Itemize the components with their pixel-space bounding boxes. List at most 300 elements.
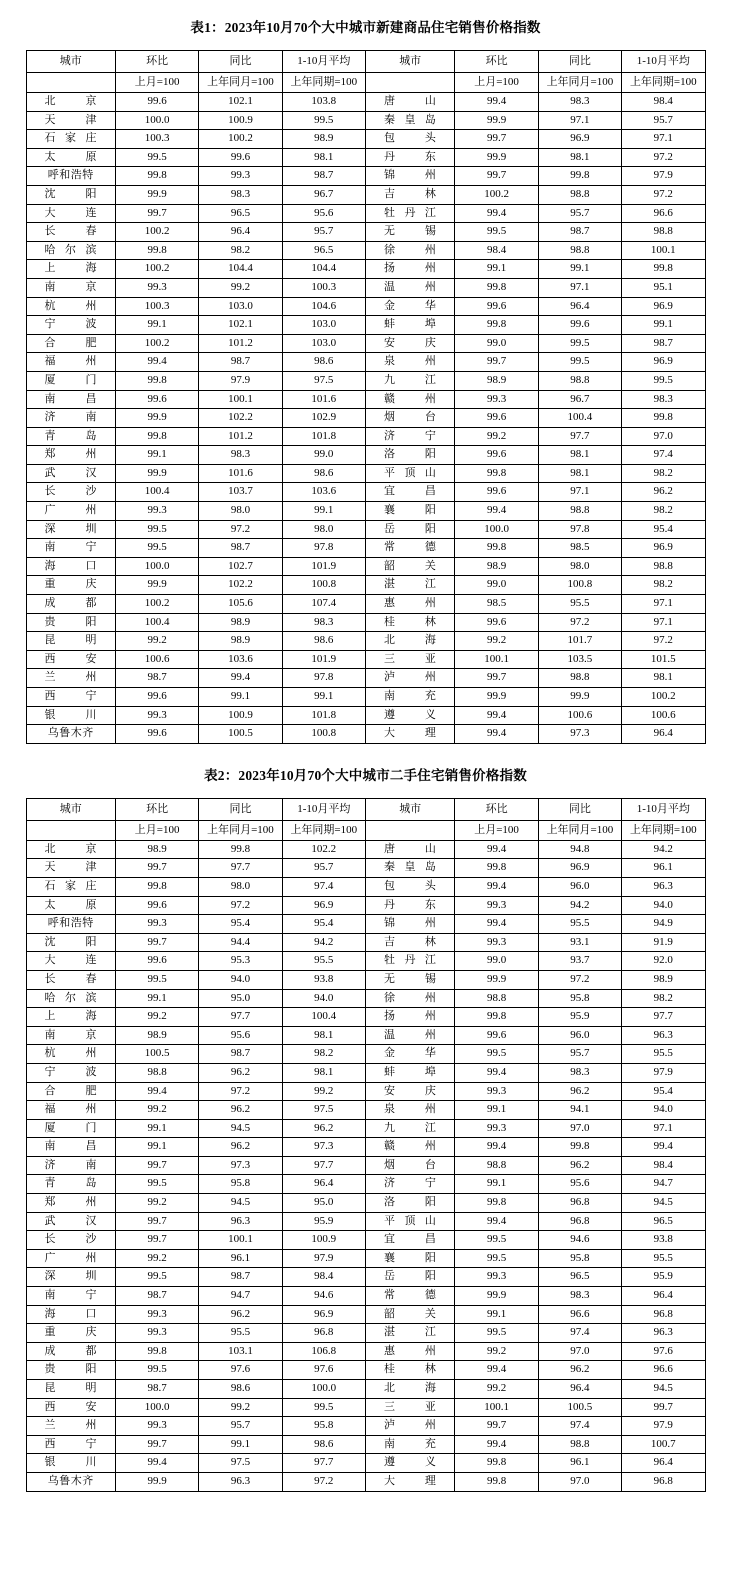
value-avg: 100.2 [622,688,705,707]
value-yoy: 98.3 [538,1063,621,1082]
value-mom: 98.8 [115,1063,198,1082]
table-2-title: 表2：2023年10月70个大中城市二手住宅销售价格指数 [204,767,527,783]
city-name-cell: 安 庆 [365,334,454,353]
value-mom: 99.9 [455,970,538,989]
value-avg: 96.6 [622,1361,705,1380]
table-row [26,576,705,595]
city-name-cell: 襄 阳 [365,1249,454,1268]
value-avg: 96.1 [622,859,705,878]
city-name-cell: 唐 山 [365,93,454,112]
value-mom: 99.7 [115,933,198,952]
value-yoy: 98.1 [538,446,621,465]
value-yoy: 98.3 [538,93,621,112]
value-avg: 98.9 [282,130,365,149]
value-avg: 99.1 [622,316,705,335]
city-name-cell: 赣 州 [365,1138,454,1157]
value-mom: 99.8 [455,1194,538,1213]
value-yoy: 100.2 [199,130,282,149]
value-mom: 99.1 [115,1138,198,1157]
value-avg: 99.2 [282,1082,365,1101]
header-mom-base: 上月=100 [115,820,198,840]
value-avg: 95.4 [622,520,705,539]
value-mom: 99.8 [115,167,198,186]
value-avg: 97.6 [282,1361,365,1380]
value-avg: 98.9 [622,970,705,989]
value-mom: 99.8 [455,1454,538,1473]
value-avg: 97.9 [622,1063,705,1082]
value-yoy: 96.2 [199,1138,282,1157]
value-yoy: 99.5 [538,353,621,372]
city-name-cell: 桂 林 [365,613,454,632]
value-yoy: 95.8 [199,1175,282,1194]
value-yoy: 101.2 [199,334,282,353]
value-mom: 98.9 [455,557,538,576]
city-name-cell: 合 肥 [26,334,115,353]
city-name-cell: 无 锡 [365,223,454,242]
value-mom: 99.9 [115,409,198,428]
value-yoy: 99.8 [538,1138,621,1157]
header-city-blank [365,73,454,93]
value-yoy: 94.4 [199,933,282,952]
value-yoy: 98.1 [538,148,621,167]
value-avg: 97.7 [622,1008,705,1027]
value-yoy: 99.1 [199,1435,282,1454]
value-mom: 98.9 [455,371,538,390]
table-header-row-sub [26,820,705,840]
city-name-cell: 海 口 [26,1305,115,1324]
table-row [26,970,705,989]
table-row [26,1008,705,1027]
value-avg: 94.2 [282,933,365,952]
value-avg: 97.2 [622,632,705,651]
value-mom: 99.7 [455,1417,538,1436]
value-mom: 100.4 [115,483,198,502]
table-row [26,840,705,859]
city-name-cell: 温 州 [365,278,454,297]
value-mom: 99.6 [115,952,198,971]
value-mom: 99.8 [455,278,538,297]
value-yoy: 98.7 [538,223,621,242]
value-mom: 100.2 [115,595,198,614]
value-mom: 99.9 [455,688,538,707]
value-mom: 99.4 [455,877,538,896]
value-avg: 96.6 [622,204,705,223]
value-mom: 100.1 [455,650,538,669]
city-name-cell: 长 春 [26,223,115,242]
city-name-cell: 厦 门 [26,1119,115,1138]
header-mom-base: 上月=100 [455,73,538,93]
value-yoy: 104.4 [199,260,282,279]
header-city-blank [26,73,115,93]
header-mom: 环比 [455,51,538,73]
value-avg: 97.9 [622,1417,705,1436]
value-avg: 95.4 [622,1082,705,1101]
value-yoy: 98.1 [538,464,621,483]
value-mom: 99.3 [115,502,198,521]
city-name-cell: 襄 阳 [365,502,454,521]
value-avg: 97.5 [282,1101,365,1120]
value-avg: 96.8 [622,1305,705,1324]
value-avg: 98.7 [282,167,365,186]
value-avg: 106.8 [282,1342,365,1361]
value-mom: 99.2 [455,1342,538,1361]
value-avg: 95.0 [282,1194,365,1213]
table-row [26,1249,705,1268]
table-row [26,539,705,558]
value-mom: 99.3 [455,1082,538,1101]
header-avg: 1-10月平均 [282,798,365,820]
table-header-row-main [26,51,705,73]
value-mom: 99.5 [115,1361,198,1380]
city-name-cell: 韶 关 [365,557,454,576]
value-yoy: 94.8 [538,840,621,859]
table-row [26,371,705,390]
city-name-cell: 蚌 埠 [365,316,454,335]
city-name-cell: 平 顶 山 [365,464,454,483]
city-name-cell: 西 宁 [26,688,115,707]
value-avg: 100.8 [282,725,365,744]
city-name-cell: 三 亚 [365,1398,454,1417]
city-name-cell: 杭 州 [26,297,115,316]
table-row [26,1101,705,1120]
city-name-cell: 包 头 [365,130,454,149]
value-yoy: 99.3 [199,167,282,186]
value-mom: 99.6 [115,896,198,915]
header-avg: 1-10月平均 [622,798,705,820]
value-yoy: 105.6 [199,595,282,614]
city-name-cell: 海 口 [26,557,115,576]
value-yoy: 97.2 [538,613,621,632]
value-yoy: 99.8 [199,840,282,859]
city-name-cell: 南 充 [365,688,454,707]
value-mom: 99.8 [455,1008,538,1027]
value-yoy: 96.4 [538,1380,621,1399]
value-mom: 99.9 [115,464,198,483]
table-row [26,483,705,502]
value-mom: 99.8 [455,316,538,335]
value-yoy: 99.2 [199,278,282,297]
value-avg: 103.0 [282,316,365,335]
city-name-cell: 惠 州 [365,595,454,614]
city-name-cell: 杭 州 [26,1045,115,1064]
value-avg: 98.6 [282,632,365,651]
value-yoy: 93.1 [538,933,621,952]
value-mom: 99.8 [115,241,198,260]
value-mom: 99.6 [455,1026,538,1045]
value-yoy: 96.4 [199,223,282,242]
value-avg: 98.1 [282,148,365,167]
value-avg: 97.1 [622,595,705,614]
value-mom: 99.8 [115,1342,198,1361]
city-name-cell: 乌鲁木齐 [26,1472,115,1491]
value-avg: 95.8 [282,1417,365,1436]
value-avg: 96.9 [622,353,705,372]
value-mom: 99.7 [115,1435,198,1454]
city-name-cell: 北 海 [365,632,454,651]
value-yoy: 98.7 [199,353,282,372]
value-avg: 104.4 [282,260,365,279]
city-name-cell: 大 理 [365,725,454,744]
header-avg: 1-10月平均 [622,51,705,73]
table-row [26,989,705,1008]
value-avg: 94.0 [282,989,365,1008]
city-name-cell: 遵 义 [365,706,454,725]
value-mom: 99.6 [455,446,538,465]
value-avg: 100.1 [622,241,705,260]
value-mom: 99.3 [455,390,538,409]
value-avg: 99.7 [622,1398,705,1417]
value-mom: 98.5 [455,595,538,614]
value-mom: 99.9 [115,185,198,204]
value-yoy: 97.5 [199,1454,282,1473]
value-yoy: 103.6 [199,650,282,669]
value-mom: 100.4 [115,613,198,632]
header-city-blank [365,820,454,840]
value-mom: 99.4 [115,1082,198,1101]
table-1-title: 表1：2023年10月70个大中城市新建商品住宅销售价格指数 [190,20,541,35]
city-name-cell: 泸 州 [365,1417,454,1436]
value-avg: 98.1 [282,1026,365,1045]
value-avg: 98.1 [622,669,705,688]
value-yoy: 103.1 [199,1342,282,1361]
header-mom: 环比 [115,798,198,820]
city-name-cell: 泸 州 [365,669,454,688]
city-name-cell: 金 华 [365,297,454,316]
table-row [26,1231,705,1250]
city-name-cell: 银 川 [26,1454,115,1473]
value-mom: 99.4 [455,840,538,859]
value-yoy: 99.5 [538,334,621,353]
value-mom: 99.3 [455,1268,538,1287]
value-yoy: 98.8 [538,371,621,390]
value-avg: 100.4 [282,1008,365,1027]
value-avg: 100.7 [622,1435,705,1454]
value-yoy: 99.8 [538,167,621,186]
value-yoy: 100.8 [538,576,621,595]
table-row [26,316,705,335]
table-row [26,650,705,669]
value-yoy: 98.8 [538,241,621,260]
table-row [26,952,705,971]
header-yoy: 同比 [538,51,621,73]
value-avg: 95.5 [282,952,365,971]
city-name-cell: 长 沙 [26,483,115,502]
table-header-row-sub [26,73,705,93]
city-name-cell: 广 州 [26,1249,115,1268]
value-mom: 99.6 [115,390,198,409]
city-name-cell: 太 原 [26,148,115,167]
value-mom: 99.3 [455,896,538,915]
value-yoy: 98.0 [199,502,282,521]
value-mom: 99.4 [455,204,538,223]
value-yoy: 96.6 [538,1305,621,1324]
city-name-cell: 南 充 [365,1435,454,1454]
value-mom: 99.6 [115,93,198,112]
header-city-blank [26,820,115,840]
value-yoy: 99.2 [199,1398,282,1417]
value-yoy: 95.3 [199,952,282,971]
value-mom: 99.8 [455,464,538,483]
value-mom: 98.7 [115,1287,198,1306]
city-name-cell: 南 京 [26,1026,115,1045]
table-row [26,933,705,952]
value-avg: 99.5 [622,371,705,390]
table-row [26,204,705,223]
value-mom: 99.4 [455,502,538,521]
value-yoy: 100.9 [199,111,282,130]
value-mom: 99.5 [115,970,198,989]
city-name-cell: 沈 阳 [26,933,115,952]
value-yoy: 97.2 [538,970,621,989]
value-avg: 99.1 [282,502,365,521]
city-name-cell: 长 沙 [26,1231,115,1250]
value-avg: 98.3 [282,613,365,632]
value-avg: 92.0 [622,952,705,971]
value-mom: 99.5 [455,1045,538,1064]
value-mom: 99.4 [455,93,538,112]
value-avg: 100.9 [282,1231,365,1250]
value-mom: 98.9 [115,1026,198,1045]
value-mom: 100.0 [455,520,538,539]
city-name-cell: 石 家 庄 [26,130,115,149]
table-row [26,185,705,204]
table-row [26,241,705,260]
value-mom: 99.7 [455,130,538,149]
value-mom: 99.3 [115,1324,198,1343]
header-yoy-base: 上年同月=100 [538,820,621,840]
value-avg: 98.8 [622,557,705,576]
value-avg: 97.4 [282,877,365,896]
city-name-cell: 南 昌 [26,390,115,409]
value-avg: 97.0 [622,427,705,446]
city-name-cell: 湛 江 [365,1324,454,1343]
value-avg: 97.8 [282,669,365,688]
value-avg: 101.5 [622,650,705,669]
value-mom: 99.2 [115,1249,198,1268]
value-yoy: 98.2 [199,241,282,260]
value-yoy: 99.6 [538,316,621,335]
value-yoy: 100.4 [538,409,621,428]
value-avg: 94.5 [622,1380,705,1399]
value-yoy: 97.1 [538,483,621,502]
value-yoy: 94.5 [199,1119,282,1138]
value-avg: 94.6 [282,1287,365,1306]
value-mom: 99.2 [455,1380,538,1399]
city-name-cell: 乌鲁木齐 [26,725,115,744]
value-avg: 100.6 [622,706,705,725]
value-avg: 96.3 [622,1026,705,1045]
city-name-cell: 平 顶 山 [365,1212,454,1231]
value-avg: 97.9 [282,1249,365,1268]
table-row [26,520,705,539]
city-name-cell: 锦 州 [365,167,454,186]
value-yoy: 101.7 [538,632,621,651]
value-avg: 100.0 [282,1380,365,1399]
value-avg: 96.8 [282,1324,365,1343]
city-name-cell: 徐 州 [365,241,454,260]
value-avg: 96.8 [622,1472,705,1491]
table-row [26,1454,705,1473]
value-yoy: 97.7 [199,1008,282,1027]
table-row [26,278,705,297]
value-mom: 100.2 [455,185,538,204]
value-yoy: 95.5 [538,915,621,934]
table-row [26,409,705,428]
city-name-cell: 呼和浩特 [26,915,115,934]
city-name-cell: 青 岛 [26,1175,115,1194]
value-mom: 99.7 [115,859,198,878]
table-row [26,93,705,112]
value-avg: 98.6 [282,353,365,372]
city-name-cell: 济 宁 [365,427,454,446]
value-yoy: 95.7 [199,1417,282,1436]
value-yoy: 96.2 [199,1101,282,1120]
city-name-cell: 北 海 [365,1380,454,1399]
value-avg: 98.7 [622,334,705,353]
city-name-cell: 南 宁 [26,1287,115,1306]
city-name-cell: 赣 州 [365,390,454,409]
value-yoy: 100.5 [538,1398,621,1417]
table-row [26,223,705,242]
table-row [26,915,705,934]
value-yoy: 96.1 [199,1249,282,1268]
value-mom: 100.2 [115,223,198,242]
value-avg: 103.8 [282,93,365,112]
city-name-cell: 武 汉 [26,1212,115,1231]
value-avg: 99.4 [622,1138,705,1157]
value-avg: 96.7 [282,185,365,204]
value-yoy: 100.6 [538,706,621,725]
value-mom: 99.4 [115,353,198,372]
value-yoy: 100.5 [199,725,282,744]
value-mom: 100.0 [115,557,198,576]
value-yoy: 102.2 [199,409,282,428]
value-avg: 103.0 [282,334,365,353]
value-avg: 97.1 [622,613,705,632]
value-yoy: 103.7 [199,483,282,502]
value-mom: 100.3 [115,130,198,149]
value-mom: 99.2 [115,1008,198,1027]
header-avg-base: 上年同期=100 [622,820,705,840]
value-mom: 100.3 [115,297,198,316]
value-yoy: 96.9 [538,130,621,149]
value-avg: 100.8 [282,576,365,595]
value-mom: 99.1 [455,1101,538,1120]
value-avg: 101.9 [282,557,365,576]
value-mom: 99.8 [455,1472,538,1491]
value-avg: 97.1 [622,1119,705,1138]
city-name-cell: 徐 州 [365,989,454,1008]
value-mom: 99.7 [115,1156,198,1175]
value-avg: 93.8 [282,970,365,989]
city-name-cell: 安 庆 [365,1082,454,1101]
header-city: 城市 [365,798,454,820]
city-name-cell: 扬 州 [365,1008,454,1027]
value-mom: 99.8 [115,427,198,446]
value-avg: 98.2 [622,464,705,483]
table-row [26,148,705,167]
value-mom: 99.3 [115,1417,198,1436]
value-avg: 97.5 [282,371,365,390]
table-row [26,1026,705,1045]
value-yoy: 95.9 [538,1008,621,1027]
value-mom: 99.3 [455,933,538,952]
value-mom: 99.8 [455,539,538,558]
city-name-cell: 重 庆 [26,1324,115,1343]
table-row [26,688,705,707]
value-mom: 99.7 [115,1212,198,1231]
value-avg: 97.1 [622,130,705,149]
